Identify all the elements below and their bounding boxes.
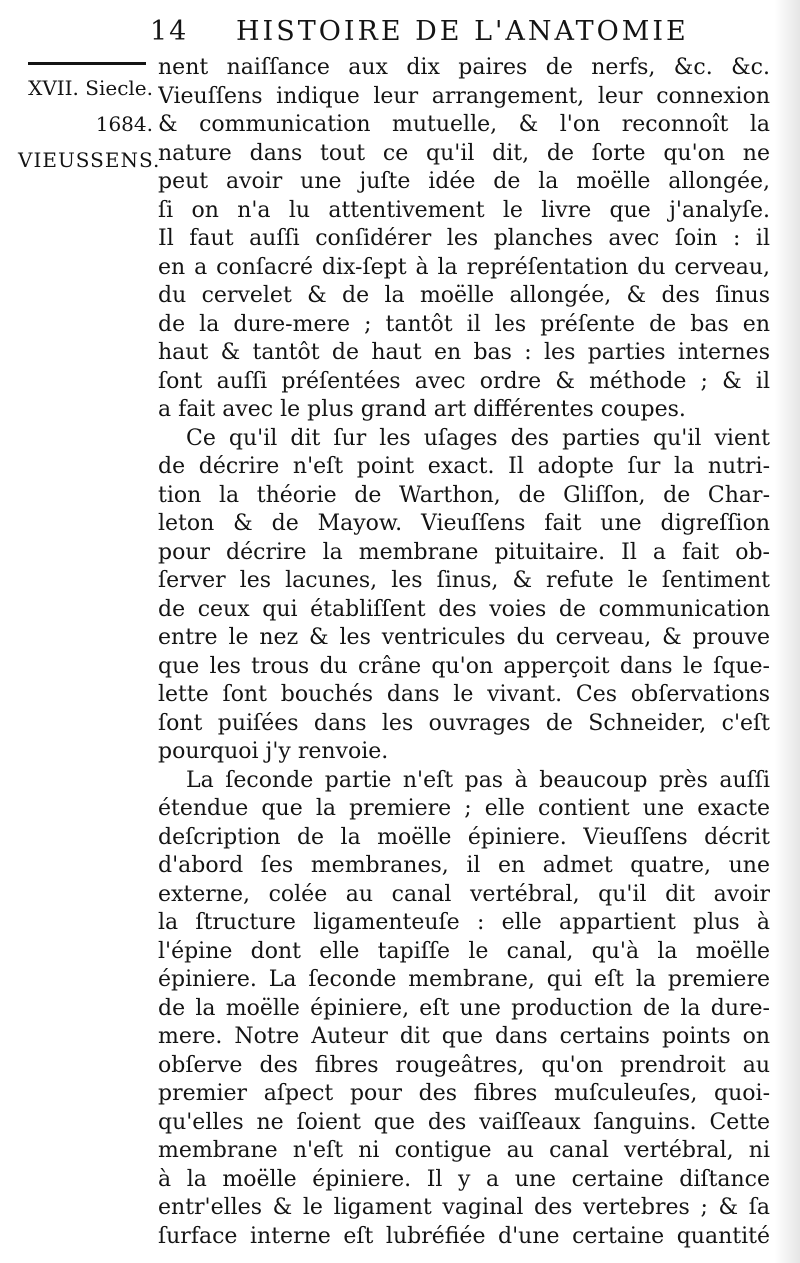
text-line: premier aſpect pour des fibres muſculeuſes, quoi-	[158, 1081, 770, 1106]
text-line: de la dure-mere ; tantôt il les préſente de bas en	[158, 311, 770, 337]
text-line: haut & tantôt de haut en bas : les parties internes	[158, 340, 770, 365]
text-line: d'abord ſes membranes, il en admet quatre, une	[158, 853, 770, 878]
text-line: nature dans tout ce qu'il dit, de ſorte qu'on ne	[158, 140, 770, 166]
text-line: du cervelet & de la moëlle allongée, & des ſinus	[158, 283, 770, 308]
margin-note-year: 1684.	[95, 112, 153, 136]
text-line: ſi on n'a lu attentivement le livre que j'analyſe.	[158, 197, 770, 223]
text-line: de la moëlle épiniere, eſt une production de la dure-	[158, 995, 770, 1021]
text-line: de décrire n'eſt point exact. Il adopte ſur la nutri-	[158, 454, 770, 479]
text-line: l'épine dont elle tapiſſe le canal, qu'à la moëlle	[158, 938, 770, 964]
text-line: qu'elles ne ſoient que des vaiſſeaux ſanguins. Cette	[158, 1109, 770, 1135]
text-line: ſurface interne eſt lubréfiée d'une certaine quantité	[158, 1223, 770, 1249]
text-line: étendue que la premiere ; elle contient une exacte	[158, 796, 770, 821]
text-line: La ſeconde partie n'eſt pas à beaucoup près auſſi	[186, 767, 770, 793]
text-line: lette ſont bouchés dans le vivant. Ces obſervations	[158, 682, 770, 707]
text-line: leton & de Mayow. Vieuſſens fait une digreſſion	[158, 511, 770, 536]
text-line: entr'elles & le ligament vaginal des vertebres ; & ſa	[158, 1195, 770, 1220]
text-line: à la moëlle épiniere. Il y a une certaine diſtance	[158, 1166, 770, 1192]
text-line: pour décrire la membrane pituitaire. Il a fait ob-	[158, 539, 770, 565]
page-header	[150, 16, 790, 56]
text-line: ſerver les lacunes, les ſinus, & refute le ſentiment	[158, 568, 770, 593]
body-text	[158, 54, 770, 1251]
text-line: la ſtructure ligamenteuſe : elle appartient plus à	[158, 910, 770, 935]
text-line: entre le nez & les ventricules du cerveau, & prouve	[158, 625, 770, 650]
page-number: 14	[150, 16, 189, 47]
text-line: pourquoi j'y renvoie.	[158, 739, 389, 764]
text-line: tion la théorie de Warthon, de Gliſſon, de Char-	[158, 482, 770, 508]
text-line: Vieuſſens indique leur arrangement, leur connexion	[158, 83, 770, 109]
text-line: Il faut auſſi conſidérer les planches avec ſoin : il	[158, 226, 770, 251]
text-line: ſont auſſi préſentées avec ordre & méthode ; & il	[158, 368, 770, 394]
text-line: de ceux qui établiſſent des voies de communication	[158, 596, 770, 622]
text-line: mere. Notre Auteur dit que dans certains points on	[158, 1024, 770, 1049]
text-line: épiniere. La ſeconde membrane, qui eſt la premiere	[158, 967, 770, 992]
text-line: a fait avec le plus grand art différentes coupes.	[158, 397, 686, 422]
margin-note-century: XVII. Siecle.	[28, 76, 153, 100]
text-line: & communication mutuelle, & l'on reconnoît la	[158, 112, 770, 137]
text-line: en a conſacré dix-ſept à la repréſentation du cerveau,	[158, 254, 770, 280]
text-line: externe, colée au canal vertébral, qu'il dit avoir	[158, 881, 770, 907]
text-line: nent naiſſance aux dix paires de nerfs, &c. &c.	[158, 55, 770, 80]
text-line: peut avoir une juſte idée de la moëlle allongée,	[158, 169, 770, 194]
running-title: HISTOIRE DE L'ANATOMIE	[236, 16, 689, 47]
text-line: membrane n'eſt ni contigue au canal vertébral, ni	[158, 1138, 770, 1163]
text-line: deſcription de la moëlle épiniere. Vieuſſens décrit	[158, 824, 770, 850]
text-line: obſerve des fibres rougeâtres, qu'on prendroit au	[158, 1052, 770, 1078]
margin-note-author: VIEUSSENS.	[18, 148, 161, 172]
margin-rule	[28, 62, 146, 65]
binding-shadow	[774, 0, 800, 1263]
text-line: ſont puiſées dans les ouvrages de Schneider, c'eſt	[158, 710, 770, 736]
text-line: que les trous du crâne qu'on apperçoit dans le ſque-	[158, 653, 770, 679]
text-line: Ce qu'il dit ſur les uſages des parties qu'il vient	[186, 425, 770, 451]
